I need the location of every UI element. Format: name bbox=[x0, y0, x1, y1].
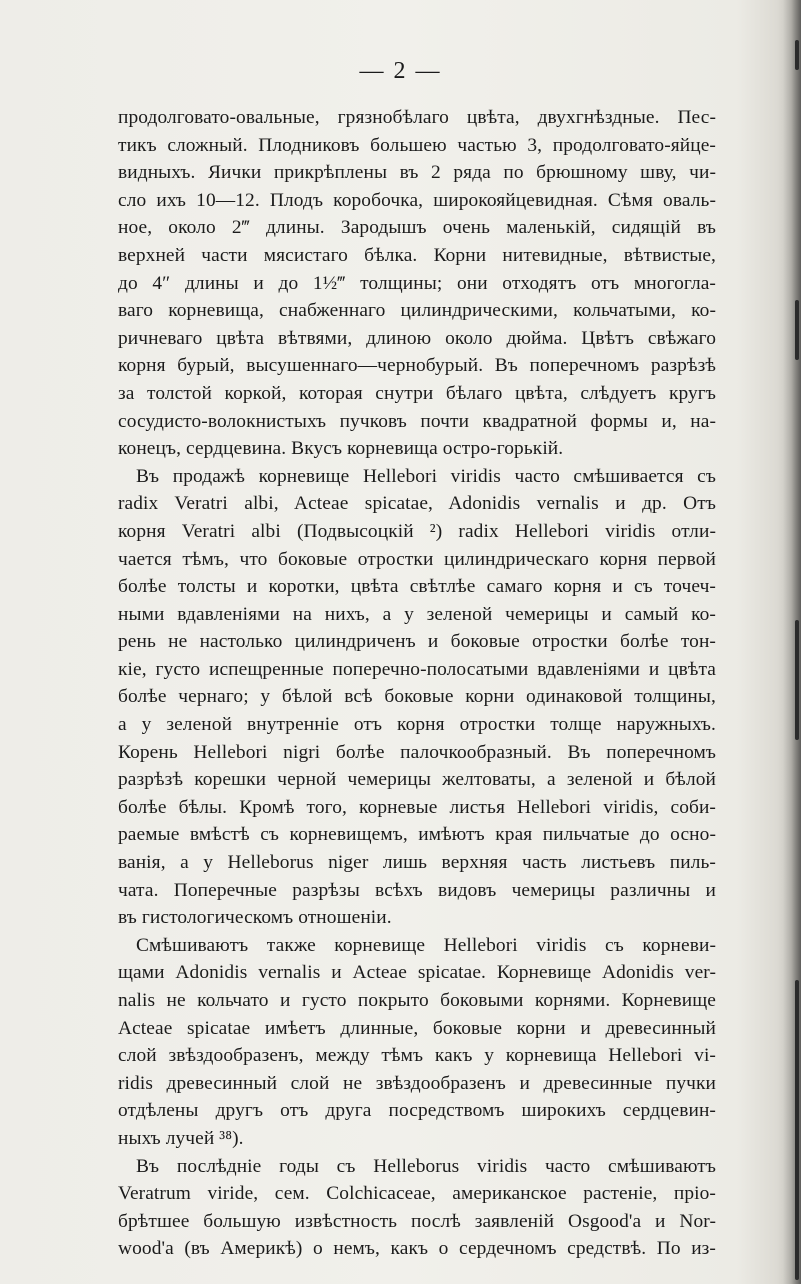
text-line: а у зеленой внутренніе отъ корня отростки толще наружныхъ. bbox=[118, 714, 716, 736]
page-edge-mark bbox=[795, 620, 799, 740]
text-line: корня Veratri albi (Подвысоцкій ²) radix Hellebori viridis отли- bbox=[118, 520, 716, 542]
text-line: рень не настолько цилиндриченъ и боковые отростки болѣе тон- bbox=[118, 631, 716, 653]
text-line: чата. Поперечные разрѣзы всѣхъ видовъ чемерицы различны и bbox=[118, 879, 716, 901]
text-line: конецъ, сердцевина. Вкусъ корневища остро-горькій. bbox=[118, 438, 564, 460]
text-line: корня бурый, высушеннаго—чернобурый. Въ поперечномъ разрѣзѣ bbox=[118, 355, 716, 377]
text-line: продолговато-овальные, грязнобѣлаго цвѣта, двухгнѣздные. Пес- bbox=[118, 107, 716, 128]
text-line: wood'а (въ Америкѣ) о немъ, какъ о сердечномъ средствѣ. По из- bbox=[118, 1238, 716, 1260]
text-line: видныхъ. Яички прикрѣплены въ 2 ряда по брюшному шву, чи- bbox=[118, 162, 716, 184]
text-line: до 4″ длины и до 1½‴ толщины; они отходятъ отъ многогла- bbox=[118, 272, 716, 294]
text-line: верхней части мясистаго бѣлка. Корни нитевидные, вѣтвистые, bbox=[118, 244, 716, 266]
page-number: — 2 — bbox=[359, 58, 442, 84]
text-line: болѣе толсты и коротки, цвѣта свѣтлѣе самаго корня и съ точеч- bbox=[118, 576, 716, 598]
text-line: раемые вмѣстѣ съ корневищемъ, имѣютъ края пильчатые до осно- bbox=[118, 824, 716, 846]
body-text bbox=[118, 104, 716, 1263]
text-line: ричневаго цвѣта вѣтвями, длиною около дюйма. Цвѣтъ свѣжаго bbox=[118, 327, 716, 349]
text-line: ваго корневища, снабженнаго цилиндрическими, кольчатыми, ко- bbox=[118, 300, 716, 322]
text-line: разрѣзѣ корешки черной чемерицы желтоваты, а зеленой и бѣлой bbox=[118, 769, 716, 791]
text-line: Смѣшиваютъ также корневище Hellebori viridis съ корневи- bbox=[136, 934, 716, 956]
text-line: ными вдавленіями на нихъ, а у зеленой чемерицы и самый ко- bbox=[118, 603, 716, 625]
text-line: сосудисто-волокнистыхъ пучковъ почти квадратной формы и, на- bbox=[118, 410, 716, 432]
text-line: Acteae spicatae имѣетъ длинные, боковые корни и древесинный bbox=[118, 1017, 716, 1039]
text-line: nalis не кольчато и густо покрыто боковыми корнями. Корневище bbox=[118, 990, 716, 1011]
text-line: за толстой коркой, которая снутри бѣлаго цвѣта, слѣдуетъ кругъ bbox=[118, 382, 716, 404]
text-line: тикъ сложный. Плодниковъ большею частью 3, продолговато-яйце- bbox=[118, 134, 716, 156]
text-line: кіе, густо испещренные поперечно-полосатыми вдавленіями и цвѣта bbox=[118, 658, 716, 680]
text-line: ныхъ лучей ³⁸). bbox=[118, 1127, 244, 1149]
page-edge-mark bbox=[795, 300, 799, 360]
text-line: отдѣлены другъ отъ друга посредствомъ широкихъ сердцевин- bbox=[118, 1100, 716, 1122]
text-line: болѣе бѣлы. Кромѣ того, корневые листья Hellebori viridis, соби- bbox=[118, 796, 716, 818]
text-line: Корень Hellebori nigri болѣе палочкообразный. Въ поперечномъ bbox=[118, 741, 716, 763]
text-line: ridis древесинный слой не звѣздообразенъ и древесинные пучки bbox=[118, 1072, 716, 1094]
text-line: ное, около 2‴ длины. Зародышъ очень маленькій, сидящій въ bbox=[118, 217, 716, 239]
page-edge-mark bbox=[795, 980, 799, 1280]
text-line: Въ продажѣ корневище Helleborі viridis часто смѣшивается съ bbox=[136, 465, 716, 487]
text-line: болѣе чернаго; у бѣлой всѣ боковые корни одинаковой толщины, bbox=[118, 686, 716, 708]
text-line: слой звѣздообразенъ, между тѣмъ какъ у корневища Hellebori vi- bbox=[118, 1045, 716, 1067]
text-line: брѣтшее большую извѣстность послѣ заявленій Osgood'а и Nor- bbox=[118, 1210, 716, 1232]
text-line: въ гистологическомъ отношеніи. bbox=[118, 907, 392, 929]
text-line: сло ихъ 10—12. Плодъ коробочка, широкояйцевидная. Сѣмя оваль- bbox=[118, 189, 716, 211]
text-line: чается тѣмъ, что боковые отростки цилиндрическаго корня первой bbox=[118, 548, 716, 570]
text-line: ванія, а у Helleborus niger лишь верхняя часть листьевъ пиль- bbox=[118, 852, 716, 874]
text-line: Въ послѣдніе годы съ Helleborus viridis часто смѣшиваютъ bbox=[136, 1155, 716, 1177]
text-line: Veratrum viride, сем. Colchicaceae, американское растеніе, пріо- bbox=[118, 1183, 716, 1205]
text-line: щами Adonidis vernalis и Acteae spicatae. Корневище Adonidis ver- bbox=[118, 962, 716, 984]
text-line: radix Veratri albi, Acteae spicatae, Adonidis vernalis и др. Отъ bbox=[118, 493, 716, 515]
